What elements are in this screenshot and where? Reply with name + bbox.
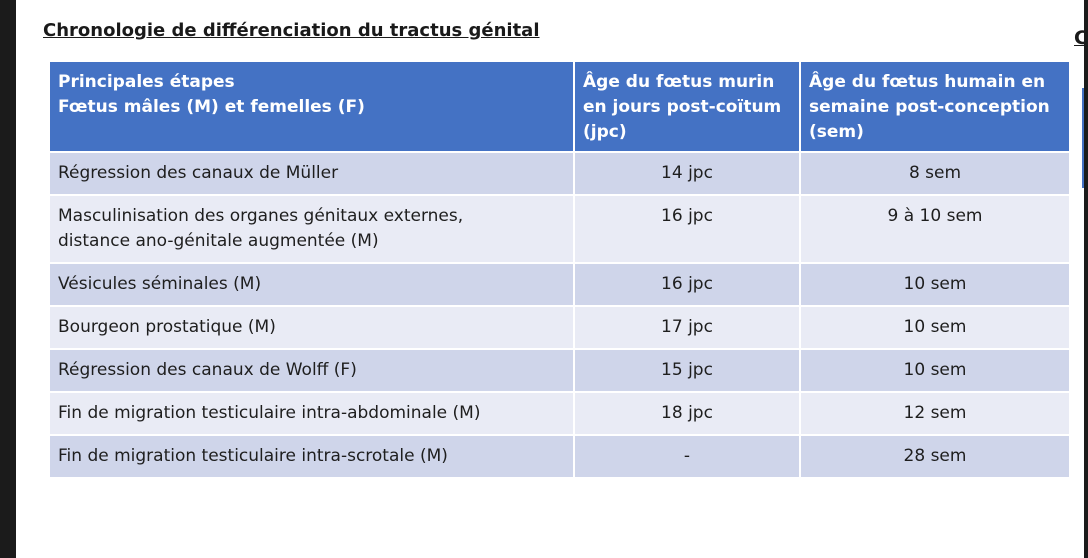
adjacent-slide-edge bbox=[1082, 88, 1084, 188]
cell-etape: Régression des canaux de Wolff (F) bbox=[50, 349, 574, 392]
cell-murin: 16 jpc bbox=[574, 263, 800, 306]
table-row bbox=[50, 435, 1069, 477]
table-row bbox=[50, 152, 1069, 195]
cell-humain: 10 sem bbox=[800, 263, 1069, 306]
chronology-table bbox=[50, 62, 1069, 477]
cell-murin: 15 jpc bbox=[574, 349, 800, 392]
table-row bbox=[50, 392, 1069, 435]
cell-murin: 17 jpc bbox=[574, 306, 800, 349]
cell-murin: - bbox=[574, 435, 800, 477]
table-row bbox=[50, 195, 1069, 263]
cell-murin: 18 jpc bbox=[574, 392, 800, 435]
cell-etape: Masculinisation des organes génitaux externes, distance ano-génitale augmentée (M) bbox=[50, 195, 574, 263]
cell-etape: Fin de migration testiculaire intra-scrotale (M) bbox=[50, 435, 574, 477]
cell-humain: 28 sem bbox=[800, 435, 1069, 477]
cell-humain: 8 sem bbox=[800, 152, 1069, 195]
cell-etape: Vésicules séminales (M) bbox=[50, 263, 574, 306]
header-age-humain: Âge du fœtus humain en semaine post-conception (sem) bbox=[800, 62, 1069, 152]
adjacent-slide-title-fragment: C bbox=[1074, 27, 1088, 49]
cell-murin: 14 jpc bbox=[574, 152, 800, 195]
cell-humain: 10 sem bbox=[800, 349, 1069, 392]
cell-humain: 9 à 10 sem bbox=[800, 195, 1069, 263]
header-principales-etapes: Principales étapes Fœtus mâles (M) et femelles (F) bbox=[50, 62, 574, 152]
table-header-row bbox=[50, 62, 1069, 152]
header-age-murin: Âge du fœtus murin en jours post-coïtum (jpc) bbox=[574, 62, 800, 152]
cell-murin: 16 jpc bbox=[574, 195, 800, 263]
cell-etape: Fin de migration testiculaire intra-abdominale (M) bbox=[50, 392, 574, 435]
slide-title: Chronologie de différenciation du tractus génital bbox=[43, 20, 540, 41]
cell-humain: 12 sem bbox=[800, 392, 1069, 435]
table-row bbox=[50, 306, 1069, 349]
cell-etape: Bourgeon prostatique (M) bbox=[50, 306, 574, 349]
table-row bbox=[50, 349, 1069, 392]
table-row bbox=[50, 263, 1069, 306]
cell-etape: Régression des canaux de Müller bbox=[50, 152, 574, 195]
slide bbox=[16, 0, 1088, 558]
cell-humain: 10 sem bbox=[800, 306, 1069, 349]
